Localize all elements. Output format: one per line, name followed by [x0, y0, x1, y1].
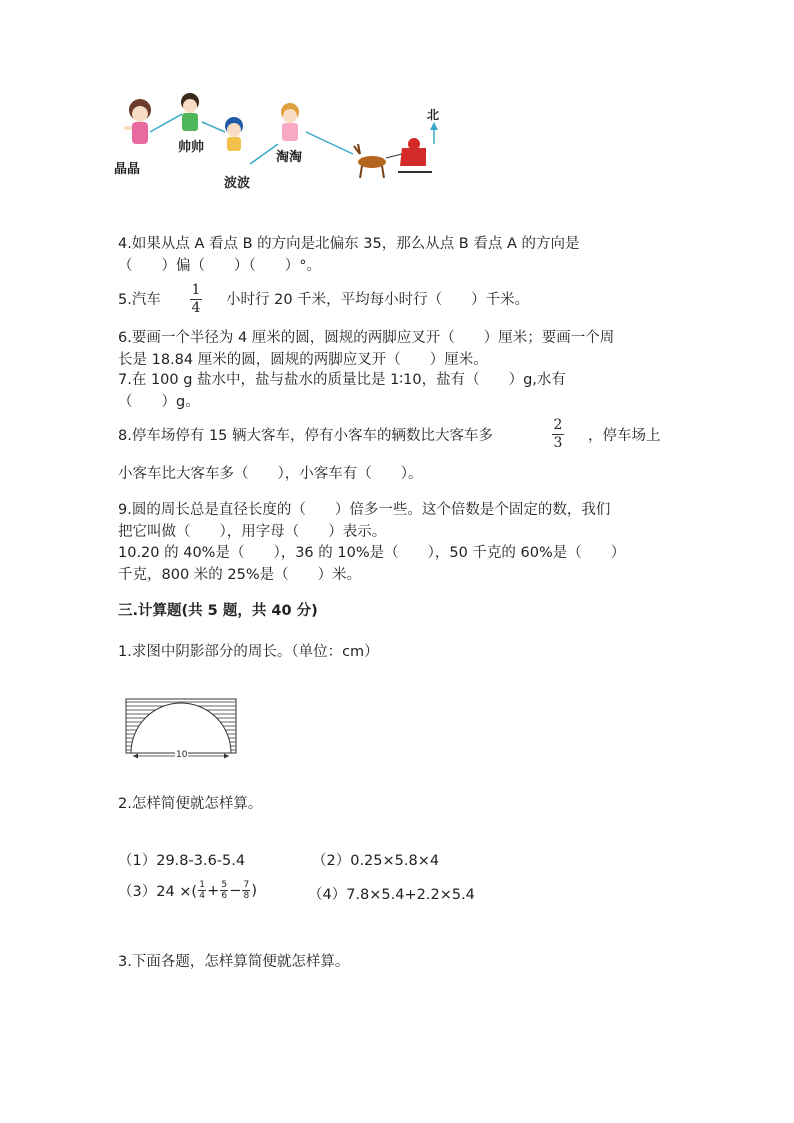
fraction-numerator: 7 — [243, 880, 250, 890]
semicircle-shaded-figure — [125, 698, 239, 766]
question-7-line-1: 7.在 100 g 盐水中，盐与盐水的质量比是 1∶10，盐有（ ）g,水有 — [118, 372, 566, 388]
direction-illustration — [110, 92, 450, 192]
question-8-fraction — [552, 418, 564, 451]
girl-jingjing-figure — [124, 99, 151, 144]
girl-taotao-figure — [281, 103, 299, 141]
question-9-line-1: 9.圆的周长总是直径长度的（ ）倍多一些。这个倍数是个固定的数，我们 — [118, 502, 611, 518]
section-3-heading: 三.计算题(共 5 题，共 40 分) — [118, 603, 318, 619]
question-4-line-2: （ ）偏（ ）（ ）°。 — [118, 258, 321, 274]
name-label-bobo: 波波 — [224, 176, 251, 191]
part-3-prefix: （3）24 ×( — [118, 884, 198, 900]
part-3-fraction-1 — [198, 880, 206, 901]
question-5-text: 小时行 20 千米，平均每小时行（ ）千米。 — [226, 292, 530, 308]
question-5-fraction — [190, 283, 202, 316]
part-3-fraction-2 — [220, 880, 228, 901]
question-8-line-1-suffix: ，停车场上 — [588, 428, 661, 444]
calc-2-part-2: （2）0.25×5.8×4 — [312, 853, 440, 869]
reindeer-sleigh-figure — [354, 138, 432, 178]
boy-shuaishuai-figure — [181, 93, 199, 131]
calc-1-text: 1.求图中阴影部分的周长。（单位：cm） — [118, 644, 379, 660]
question-4-line-1: 4.如果从点 A 看点 B 的方向是北偏东 35，那么从点 B 看点 A 的方向是 — [118, 236, 580, 252]
part-3-fraction-3 — [242, 880, 250, 901]
fraction-numerator: 1 — [199, 880, 205, 890]
fraction-denominator: 8 — [243, 891, 250, 901]
fraction-denominator: 6 — [221, 891, 228, 901]
fraction-numerator: 1 — [191, 282, 201, 298]
calc-2-part-3 — [118, 880, 257, 901]
question-6-line-1: 6.要画一个半径为 4 厘米的圆，圆规的两脚应叉开（ ）厘米；要画一个周 — [118, 330, 615, 346]
north-label: 北 — [427, 108, 440, 122]
question-5-prefix: 5.汽车 — [118, 292, 161, 308]
calc-2-part-1: （1）29.8-3.6-5.4 — [118, 853, 246, 869]
diameter-label: 10 — [176, 750, 188, 760]
fraction-denominator: 3 — [553, 435, 563, 451]
question-10-line-2: 千克，800 米的 25%是（ ）米。 — [118, 567, 362, 583]
question-10-line-1: 10.20 的 40%是（ ），36 的 10%是（ ），50 千克的 60%是（ ） — [118, 545, 626, 561]
name-label-shuaishuai: 帅帅 — [178, 140, 205, 155]
name-label-taotao: 淘淘 — [276, 150, 303, 165]
fraction-numerator: 5 — [221, 880, 228, 890]
question-8-line-2: 小客车比大客车多（ ），小客车有（ ）。 — [118, 466, 423, 482]
calc-2-part-4: （4）7.8×5.4+2.2×5.4 — [308, 887, 475, 903]
illustration-drawing — [110, 92, 450, 192]
calc-2-text: 2.怎样简便就怎样算。 — [118, 796, 263, 812]
question-7-line-2: （ ）g。 — [118, 394, 200, 410]
question-9-line-2: 把它叫做（ ），用字母（ ）表示。 — [118, 524, 387, 540]
question-8-line-1-prefix: 8.停车场停有 15 辆大客车，停有小客车的辆数比大客车多 — [118, 428, 494, 444]
part-3-suffix: ) — [251, 882, 258, 899]
north-arrow-icon — [430, 122, 438, 144]
part-3-operator-2: − — [229, 882, 242, 899]
question-6-line-2: 长是 18.84 厘米的圆，圆规的两脚应叉开（ ）厘米。 — [118, 352, 488, 368]
part-3-operator-1: + — [207, 882, 220, 899]
boy-bobo-figure — [225, 117, 243, 151]
calc-3-text: 3.下面各题，怎样算简便就怎样算。 — [118, 954, 350, 970]
fraction-numerator: 2 — [553, 417, 563, 433]
name-label-jingjing: 晶晶 — [114, 162, 141, 177]
fraction-denominator: 4 — [199, 891, 205, 901]
fraction-denominator: 4 — [191, 300, 201, 316]
